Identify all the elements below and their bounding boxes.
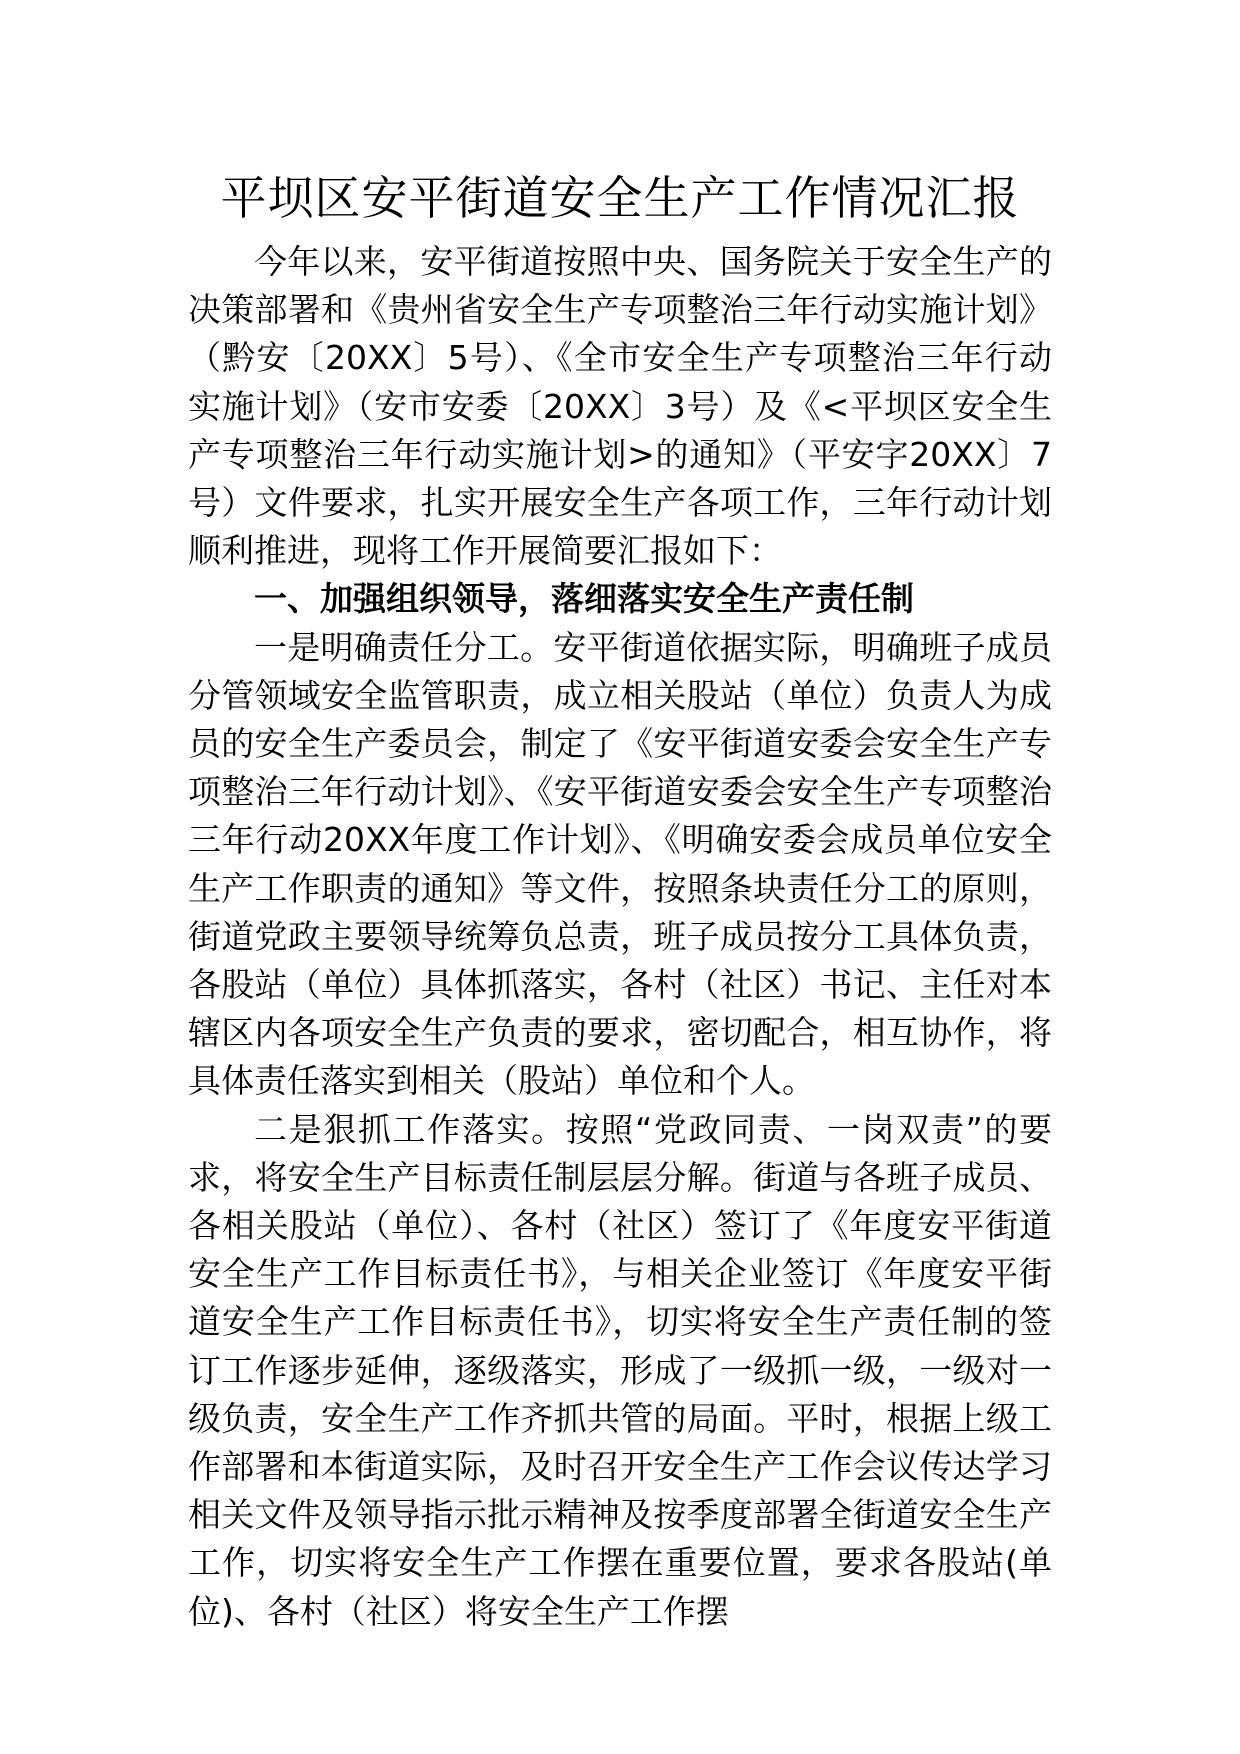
body-paragraph: 一是明确责任分工。安平街道依据实际，明确班子成员分管领域安全监管职责，成立相关股站（单位）负责人为成员的安全生产委员会，制定了《安平街道安委会安全生产专项整治三年行动计划》、《安平街道安委会安全生产专项整治三年行动20XX年度工作计划》、《明确安委会成员单位安全生产工作职责的通知》等文件，按照条块责任分工的原则，街道党政主要领导统筹负总责，班子成员按分工具体负责，各股站（单位）具体抓落实，各村（社区）书记、主任对本辖区内各项安全生产负责的要求，密切配合，相互协作，将具体责任落实到相关（股站）单位和个人。 bbox=[188, 627, 1052, 1101]
section-heading: 一、加强组织领导，落细落实安全生产责任制 bbox=[254, 579, 914, 619]
body-paragraph: 二是狠抓工作落实。按照“党政同责、一岗双责”的要求，将安全生产目标责任制层层分解。街道与各班子成员、各相关股站（单位）、各村（社区）签订了《年度安平街道安全生产工作目标责任书》，与相关企业签订《年度安平街道安全生产工作目标责任书》，切实将安全生产责任制的签订工作逐步延伸，逐级落实，形成了一级抓一级，一级对一级负责，安全生产工作齐抓共管的局面。平时，根据上级工作部署和本街道实际，及时召开安全生产工作会议传达学习相关文件及领导指示批示精神及按季度部署全街道安全生产工作，切实将安全生产工作摆在重要位置，要求各股站(单位)、各村（社区）将安全生产工作摆 bbox=[188, 1109, 1052, 1631]
document-body bbox=[188, 238, 1052, 1636]
intro-paragraph: 今年以来，安平街道按照中央、国务院关于安全生产的决策部署和《贵州省安全生产专项整治三年行动实施计划》（黔安〔20XX〕5号）、《全市安全生产专项整治三年行动实施计划》（安市安委〔20XX〕3号）及《<平坝区安全生产专项整治三年行动实施计划>的通知》（平安字20XX〕7 号）文件要求，扎实开展安全生产各项工作，三年行动计划顺利推进，现将工作开展简要汇报如下： bbox=[188, 242, 1052, 571]
document-title: 平坝区安平街道安全生产工作情况汇报 bbox=[220, 171, 1020, 225]
